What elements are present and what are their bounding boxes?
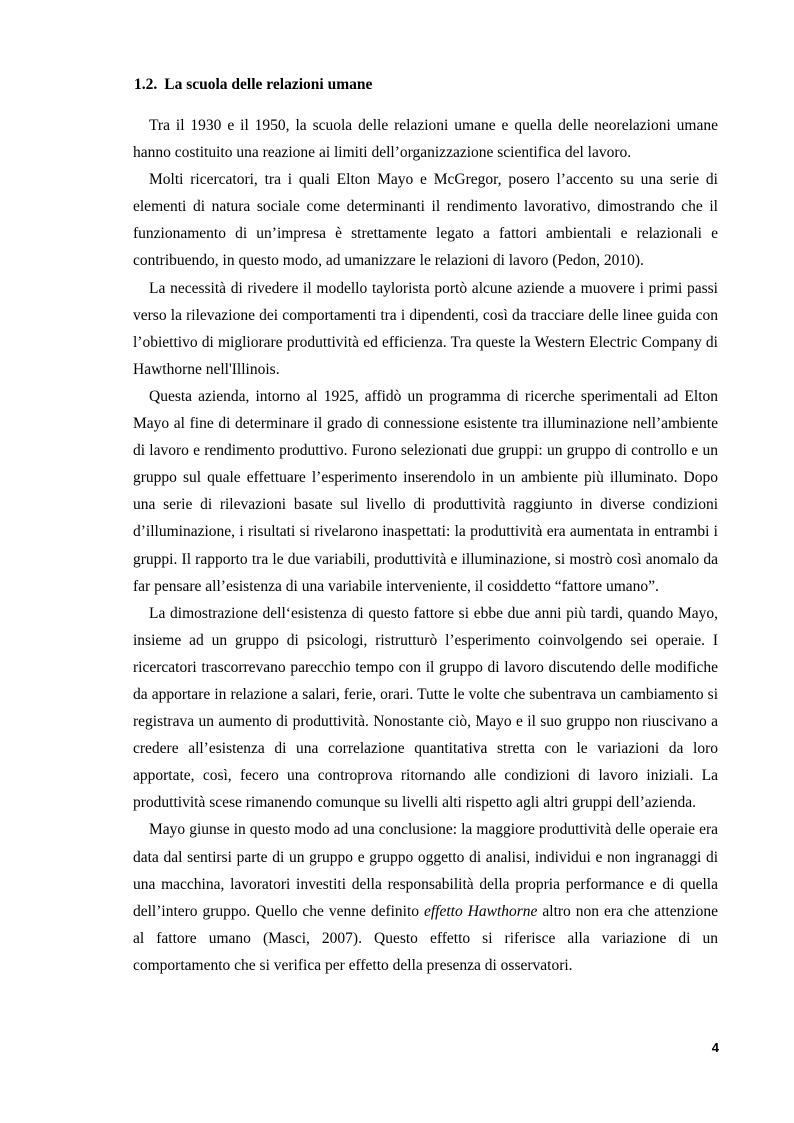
paragraph-2: Molti ricercatori, tra i quali Elton Mayo e McGregor, posero l’accento su una serie di elementi di natura sociale come determinanti il rendimento lavorativo, dimostrando che il funzionamento di un’impresa è strettamente legato a fattori ambientali e relazionali e contribuendo, in questo modo, ad umanizzare le relazioni di lavoro (Pedon, 2010).	[133, 171, 718, 270]
paragraph-6-end: altro non era che attenzione al fattore umano (Masci, 2007). Questo effetto si riferisce alla variazione di un comportamento che si verifica per effetto della presenza di osservatori.	[133, 902, 718, 974]
section-number: 1.2.	[134, 76, 158, 93]
paragraph-6	[133, 816, 718, 979]
page-number: 4	[711, 1040, 719, 1055]
effetto-hawthorne-term: effetto Hawthorne	[424, 902, 538, 920]
section-heading	[134, 76, 372, 94]
paragraph-3: La necessità di rivedere il modello taylorista portò alcune aziende a muovere i primi passi verso la rilevazione dei comportamenti tra i dipendenti, così da tracciare delle linee guida con l’obiettivo di migliorare produttività ed efficienza. Tra queste la Western Electric Company di Hawthorne nell'Illinois.	[133, 279, 718, 378]
section-title: La scuola delle relazioni umane	[164, 76, 373, 93]
paragraph-6-start: Mayo giunse in questo modo ad una conclusione: la maggiore produttività delle operaie era data dal sentirsi parte di un gruppo e gruppo oggetto di analisi, individui e non ingranaggi di una macchina, lavoratori investiti della responsabilità della propria performance e di quella dell’intero gruppo. Quello che venne definito	[133, 821, 718, 920]
paragraph-1: Tra il 1930 e il 1950, la scuola delle relazioni umane e quella delle neorelazioni umane hanno costituito una reazione ai limiti dell’organizzazione scientifica del lavoro.	[133, 117, 718, 162]
paragraph-5: La dimostrazione dell‘esistenza di questo fattore si ebbe due anni più tardi, quando Mayo, insieme ad un gruppo di psicologi, ristrutturò l’esperimento coinvolgendo sei operaie. I ricercatori trascorrevano parecchio tempo con il gruppo di lavoro discutendo delle modifiche da apportare in relazione a salari, ferie, orari. Tutte le volte che subentrava un cambiamento si registrava un aumento di produttività. Nonostante ciò, Mayo e il suo gruppo non riuscivano a credere all’esistenza di una correlazione quantitativa stretta con le variazioni da loro apportate, così, fecero una controprova ritornando alle condizioni di lavoro iniziali. La produttività scese rimanendo comunque su livelli alti rispetto agli altri gruppi dell’azienda.	[133, 604, 718, 812]
body-text	[133, 112, 718, 979]
paragraph-4: Questa azienda, intorno al 1925, affidò un programma di ricerche sperimentali ad Elton Mayo al fine di determinare il grado di connessione esistente tra illuminazione nell’ambiente di lavoro e rendimento produttivo. Furono selezionati due gruppi: un gruppo di controllo e un gruppo sul quale effettuare l’esperimento inserendolo in un ambiente più illuminato. Dopo una serie di rilevazioni basate sul livello di produttività raggiunto in diverse condizioni d’illuminazione, i risultati si rivelarono inaspettati: la produttività era aumentata in entrambi i gruppi. Il rapporto tra le due variabili, produttività e illuminazione, si mostrò così anomalo da far pensare all’esistenza di una variabile interveniente, il cosiddetto “fattore umano”.	[133, 387, 718, 595]
